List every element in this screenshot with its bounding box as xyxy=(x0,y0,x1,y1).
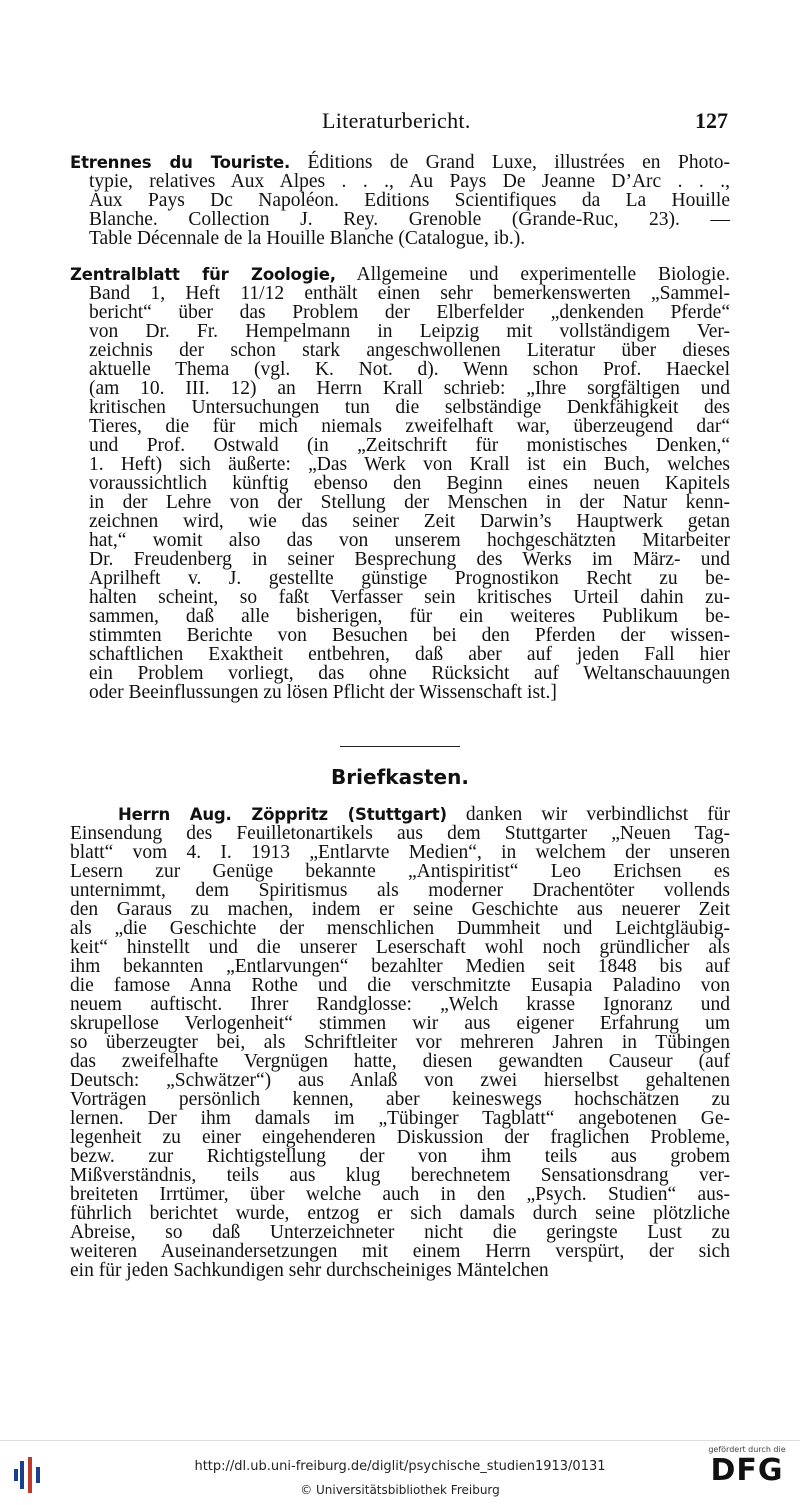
letterbox-text-line: weiteren Auseinandersetzungen mit einem Herrn verspürt, der sich xyxy=(70,1241,730,1262)
letterbox-text-line: den Garaus zu machen, indem er seine Geschichte aus neuerer Zeit xyxy=(70,899,730,920)
dfg-caption: gefördert durch die xyxy=(708,1445,786,1454)
copyright-notice: © Universitätsbibliothek Freiburg xyxy=(300,1483,500,1497)
letterbox-lemma: Herrn Aug. Zöppritz (Stuttgart) xyxy=(118,805,447,824)
letterbox-text-line: Abreise, so daß Unterzeichneter nicht die geringste Lust zu xyxy=(70,1222,730,1243)
page-number: 127 xyxy=(695,108,728,133)
letterbox-text-line: breiteten Irrtümer, über welche auch in den „Psych. Studien“ aus- xyxy=(70,1184,730,1205)
dfg-logo-text: DFG xyxy=(710,1453,784,1488)
entry-text-line: halten scheint, so faßt Verfasser sein kritisches Urteil dahin zu- xyxy=(89,587,730,608)
letterbox-text-line: bezw. zur Richtigstellung der von ihm teils aus grobem xyxy=(70,1146,730,1167)
letterbox-text-line: Deutsch: „Schwätzer“) aus Anlaß von zwei hierselbst gehaltenen xyxy=(70,1070,730,1091)
entry-text-line: hat,“ womit also das von unserem hochgeschätzten Mitarbeiter xyxy=(89,530,730,551)
running-title: Literaturbericht. xyxy=(322,108,471,133)
entry-text-line: (am 10. III. 12) an Herrn Krall schrieb: „Ihre sorgfältigen und xyxy=(89,378,730,399)
footer-bar xyxy=(0,1440,800,1505)
entry-text-line: Blanche. Collection J. Rey. Grenoble (Grande-Ruc, 23). — xyxy=(89,209,730,230)
entry-text-line: Aprilheft v. J. gestellte günstige Prognostikon Recht zu be- xyxy=(89,568,730,589)
entry-text-line: Dr. Freudenberg in seiner Besprechung des Werks im März- und xyxy=(89,549,730,570)
letterbox-text-line: keit“ hinstellt und die unserer Leserschaft wohl noch gründlicher als xyxy=(70,937,730,958)
entry-text-line: stimmten Berichte von Besuchen bei den Pferden der wissen- xyxy=(89,625,730,646)
letterbox-text-line: Mißverständnis, teils aus klug berechnetem Sensationsdrang ver- xyxy=(70,1165,730,1186)
entry-text-line: und Prof. Ostwald (in „Zeitschrift für monistisches Denken,“ xyxy=(89,435,730,456)
entry-text-line: Band 1, Heft 11/12 enthält einen sehr bemerkenswerten „Sammel- xyxy=(89,283,730,304)
letterbox-text-line: blatt“ vom 4. I. 1913 „Entlarvte Medien“, in welchem der unseren xyxy=(70,842,730,863)
entry-text-line: schaftlichen Exaktheit entbehren, daß aber auf jeden Fall hier xyxy=(89,644,730,665)
letterbox-text-line: lernen. Der ihm damals im „Tübinger Tagblatt“ angebotenen Ge- xyxy=(70,1108,730,1129)
entry-text-line: in der Lehre von der Stellung der Menschen in der Natur kenn- xyxy=(89,492,730,513)
letterbox-text-line: ihm bekannten „Entlarvungen“ bezahlter Medien seit 1848 bis auf xyxy=(70,956,730,977)
letterbox-text-line: neuem auftischt. Ihrer Randglosse: „Welch krasse Ignoranz und xyxy=(70,994,730,1015)
entry-text-line: zeichnis der schon stark angeschwollenen Literatur über dieses xyxy=(89,340,730,361)
letterbox-text-line: führlich berichtet wurde, entzog er sich damals durch seine plötzliche xyxy=(70,1203,730,1224)
entry-lemma: Etrennes du Touriste. xyxy=(70,153,291,172)
letterbox-text-line: so überzeugter bei, als Schriftleiter vor mehreren Jahren in Tübingen xyxy=(70,1032,730,1053)
letterbox-text-line: das zweifelhafte Vergnügen hatte, diesen gewandten Causeur (auf xyxy=(70,1051,730,1072)
letterbox-text-line: danken wir verbindlichst für xyxy=(446,804,731,825)
entry-text-line: Aux Pays Dc Napoléon. Editions Scientifiques da La Houille xyxy=(89,190,730,211)
entry-text-line: Table Décennale de la Houille Blanche (Catalogue, ib.). xyxy=(89,228,526,249)
section-title: Briefkasten. xyxy=(331,765,469,789)
entry-lemma: Zentralblatt für Zoologie, xyxy=(70,265,336,284)
letterbox-text-line: legenheit zu einer eingehenderen Diskussion der fraglichen Probleme, xyxy=(70,1127,730,1148)
permalink-url[interactable]: http://dl.ub.uni-freiburg.de/diglit/psychische_studien1913/0131 xyxy=(194,1459,606,1474)
entry-text-line: aktuelle Thema (vgl. K. Not. d). Wenn schon Prof. Haeckel xyxy=(89,359,730,380)
section-divider xyxy=(340,746,460,747)
letterbox-text-line: die famose Anna Rothe und die verschmitzte Eusapia Paladino von xyxy=(70,975,730,996)
entry-text-line: voraussichtlich künftig ebenso den Beginn eines neuen Kapitels xyxy=(89,473,730,494)
entry-text-line: ein Problem vorliegt, das ohne Rücksicht auf Weltanschauungen xyxy=(89,663,730,684)
dfg-logo xyxy=(702,1445,792,1501)
entry-text-line: sammen, daß alle bisherigen, für ein weiteres Publikum be- xyxy=(89,606,730,627)
entry-text-line: Tieres, die für mich niemals zweifelhaft war, überzeugend dar“ xyxy=(89,416,730,437)
entry-text-line: zeichnen wird, wie das seiner Zeit Darwin’s Hauptwerk getan xyxy=(89,511,730,532)
bibliography-entry-etrennes xyxy=(70,153,730,248)
entry-text-line: Éditions de Grand Luxe, illustrées en Photo- xyxy=(290,152,730,173)
letterbox-text-line: skrupellose Verlogenheit“ stimmen wir aus eigener Erfahrung um xyxy=(70,1013,730,1034)
letterbox-text-line: als „die Geschichte der menschlichen Dummheit und Leichtgläubig- xyxy=(70,918,730,939)
letterbox-text-line: Einsendung des Feuilletonartikels aus dem Stuttgarter „Neuen Tag- xyxy=(70,823,730,844)
entry-text-line: Allgemeine und experimentelle Biologie. xyxy=(335,264,731,285)
entry-text-line: kritischen Untersuchungen tun die selbständige Denkfähigkeit des xyxy=(89,397,730,418)
entry-text-line: 1. Heft) sich äußerte: „Das Werk von Krall ist ein Buch, welches xyxy=(89,454,730,475)
entry-text-line: typie, relatives Aux Alpes . . ., Au Pays De Jeanne D’Arc . . ., xyxy=(89,171,730,192)
letterbox-text-line: unternimmt, dem Spiritismus als moderner Drachentöter vollends xyxy=(70,880,730,901)
entry-text-line: von Dr. Fr. Hempelmann in Leipzig mit vollständigem Ver- xyxy=(89,321,730,342)
letterbox-text-line: Lesern zur Genüge bekannte „Antispiritist“ Leo Erichsen es xyxy=(70,861,730,882)
letterbox-entry xyxy=(70,805,730,1280)
letterbox-text-line: Vorträgen persönlich kennen, aber keineswegs hochschätzen zu xyxy=(70,1089,730,1110)
bibliography-entry-zentralblatt xyxy=(70,265,730,702)
entry-text-line: bericht“ über das Problem der Elberfelder „denkenden Pferde“ xyxy=(89,302,730,323)
entry-text-line: oder Beeinflussungen zu lösen Pflicht der Wissenschaft ist.] xyxy=(89,682,557,703)
letterbox-text-line: ein für jeden Sachkundigen sehr durchscheiniges Mäntelchen xyxy=(70,1260,549,1281)
